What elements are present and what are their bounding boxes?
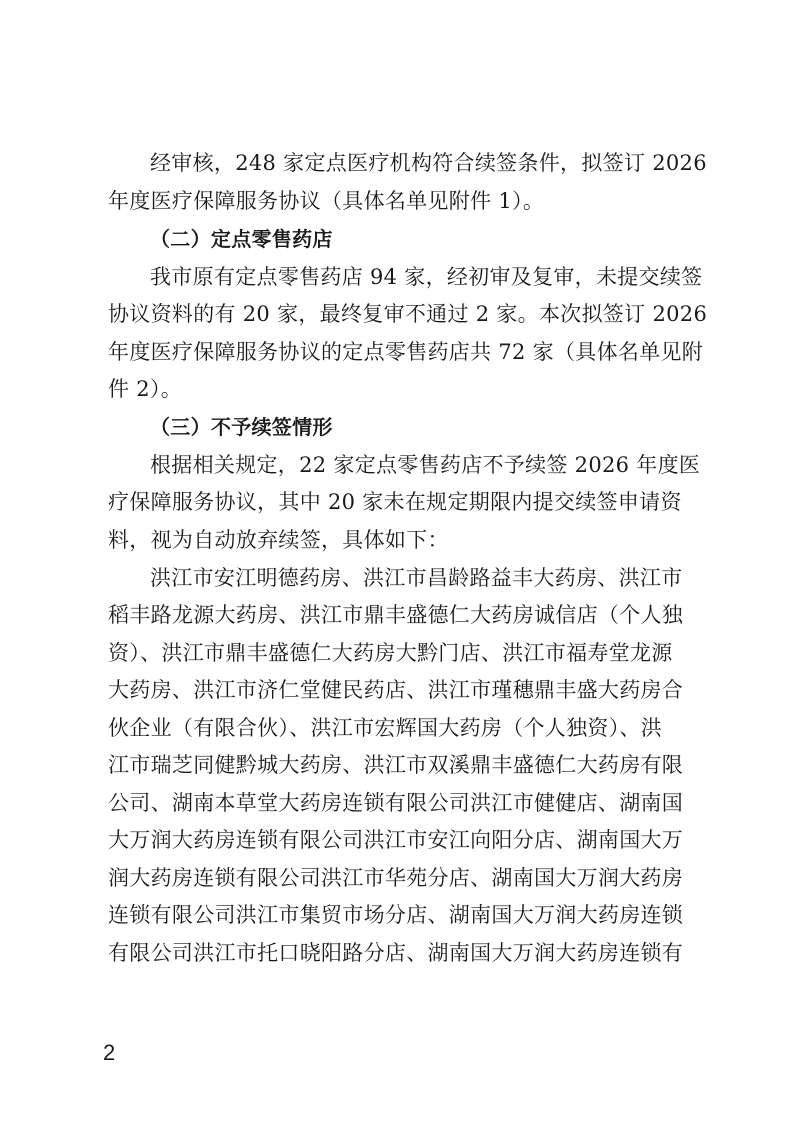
- section-heading: （三）不予续签情形: [150, 415, 333, 439]
- paragraph-line: 润大药房连锁有限公司洪江市华苑分店、湖南国大万润大药房: [108, 866, 684, 890]
- paragraph-line: 有限公司洪江市托口晓阳路分店、湖南国大万润大药房连锁有: [108, 941, 684, 965]
- paragraph-line: 江市瑞芝同健黔城大药房、洪江市双溪鼎丰盛德仁大药房有限: [108, 753, 684, 777]
- paragraph-line: 根据相关规定，22 家定点零售药店不予续签 2026 年度医: [150, 453, 701, 477]
- paragraph-line: 经审核，248 家定点医疗机构符合续签条件，拟签订 2026: [150, 151, 707, 175]
- paragraph-line: 我市原有定点零售药店 94 家，经初审及复审，未提交续签: [150, 265, 703, 289]
- paragraph-line: 协议资料的有 20 家，最终复审不通过 2 家。本次拟签订 2026: [108, 302, 708, 326]
- paragraph-line: 公司、湖南本草堂大药房连锁有限公司洪江市健健店、湖南国: [108, 791, 684, 815]
- paragraph-line: 年度医疗保障服务协议的定点零售药店共 72 家（具体名单见附: [108, 340, 704, 364]
- paragraph-line: 疗保障服务协议，其中 20 家未在规定期限内提交续签申请资: [108, 490, 682, 514]
- paragraph-line: 大万润大药房连锁有限公司洪江市安江向阳分店、湖南国大万: [108, 828, 684, 852]
- paragraph-line: 资）、洪江市鼎丰盛德仁大药房大黔门店、洪江市福寿堂龙源: [108, 641, 673, 665]
- paragraph-line: 年度医疗保障服务协议（具体名单见附件 1）。: [108, 189, 545, 213]
- paragraph-line: 伙企业（有限合伙）、洪江市宏辉国大药房（个人独资）、洪: [108, 716, 663, 740]
- paragraph-line: 稻丰路龙源大药房、洪江市鼎丰盛德仁大药房诚信店（个人独: [108, 603, 684, 627]
- paragraph-line: 大药房、洪江市济仁堂健民药店、洪江市瑾穗鼎丰盛大药房合: [108, 678, 684, 702]
- paragraph-line: 料，视为自动放弃续签，具体如下：: [108, 528, 449, 552]
- section-heading: （二）定点零售药店: [150, 227, 333, 251]
- paragraph-line: 洪江市安江明德药房、洪江市昌龄路益丰大药房、洪江市: [150, 566, 683, 590]
- paragraph-line: 件 2）。: [108, 377, 183, 401]
- paragraph-line: 连锁有限公司洪江市集贸市场分店、湖南国大万润大药房连锁: [108, 903, 684, 927]
- page-number: 2: [103, 1040, 116, 1065]
